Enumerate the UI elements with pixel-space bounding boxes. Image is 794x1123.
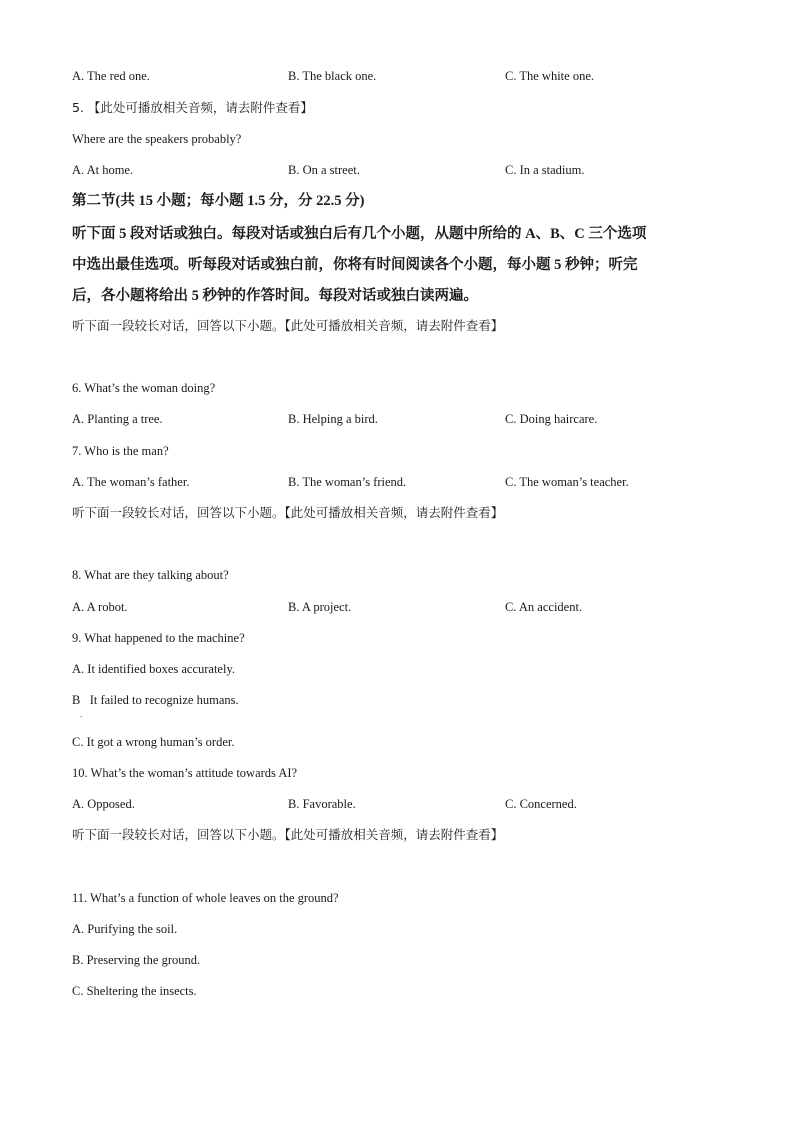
q8-option-c: C. An accident.: [505, 600, 583, 614]
q5-question: Where are the speakers probably?: [72, 132, 242, 146]
q7-question: 7. Who is the man?: [72, 444, 169, 458]
section2-instruction-line-1: 听下面 5 段对话或独白。每段对话或独白后有几个小题，从题中所给的 A、B、C 三个选项: [72, 226, 647, 242]
q4-option-a: A. The red one.: [72, 69, 150, 83]
q11-question: 11. What’s a function of whole leaves on the ground?: [72, 891, 339, 905]
q7-option-c: C. The woman’s teacher.: [505, 475, 629, 489]
q11-option-a: A. Purifying the soil.: [72, 922, 178, 936]
q11-option-c: C. Sheltering the insects.: [72, 984, 197, 998]
q10-option-a: A. Opposed.: [72, 797, 135, 811]
section2-instruction-line-3: 后，各小题将给出 5 秒钟的作答时间。每段对话或独白读两遍。: [72, 288, 478, 304]
q5-option-b: B. On a street.: [288, 163, 360, 177]
dialogue-intro-3: 听下面一段较长对话，回答以下小题。【此处可播放相关音频，请去附件查看】: [72, 827, 504, 842]
q10-question: 10. What’s the woman’s attitude towards AI?: [72, 766, 298, 780]
q5-header: 5. 【此处可播放相关音频，请去附件查看】: [72, 100, 313, 115]
q6-option-a: A. Planting a tree.: [72, 412, 163, 426]
q10-option-c: C. Concerned.: [505, 797, 577, 811]
q8-option-b: B. A project.: [288, 600, 352, 614]
q9-option-b: B It failed to recognize humans.: [72, 693, 239, 707]
dialogue-intro-1: 听下面一段较长对话，回答以下小题。【此处可播放相关音频，请去附件查看】: [72, 318, 504, 333]
q5-option-c: C. In a stadium.: [505, 163, 585, 177]
q9-question: 9. What happened to the machine?: [72, 631, 245, 645]
q6-option-b: B. Helping a bird.: [288, 412, 378, 426]
q10-option-b: B. Favorable.: [288, 797, 356, 811]
stray-dot-mark: .: [80, 710, 82, 719]
q6-question: 6. What’s the woman doing?: [72, 381, 216, 395]
q4-option-b: B. The black one.: [288, 69, 377, 83]
q4-option-c: C. The white one.: [505, 69, 594, 83]
dialogue-intro-2: 听下面一段较长对话，回答以下小题。【此处可播放相关音频，请去附件查看】: [72, 505, 504, 520]
q6-option-c: C. Doing haircare.: [505, 412, 598, 426]
q7-option-a: A. The woman’s father.: [72, 475, 190, 489]
section2-title: 第二节(共 15 小题；每小题 1.5 分，分 22.5 分): [72, 193, 365, 209]
q9-option-c: C. It got a wrong human’s order.: [72, 735, 235, 749]
q11-option-b: B. Preserving the ground.: [72, 953, 201, 967]
q7-option-b: B. The woman’s friend.: [288, 475, 407, 489]
q8-option-a: A. A robot.: [72, 600, 128, 614]
q5-option-a: A. At home.: [72, 163, 134, 177]
q8-question: 8. What are they talking about?: [72, 568, 229, 582]
q9-option-a: A. It identified boxes accurately.: [72, 662, 236, 676]
section2-instruction-line-2: 中选出最佳选项。听每段对话或独白前，你将有时间阅读各个小题，每小题 5 秒钟；听完: [72, 257, 638, 273]
